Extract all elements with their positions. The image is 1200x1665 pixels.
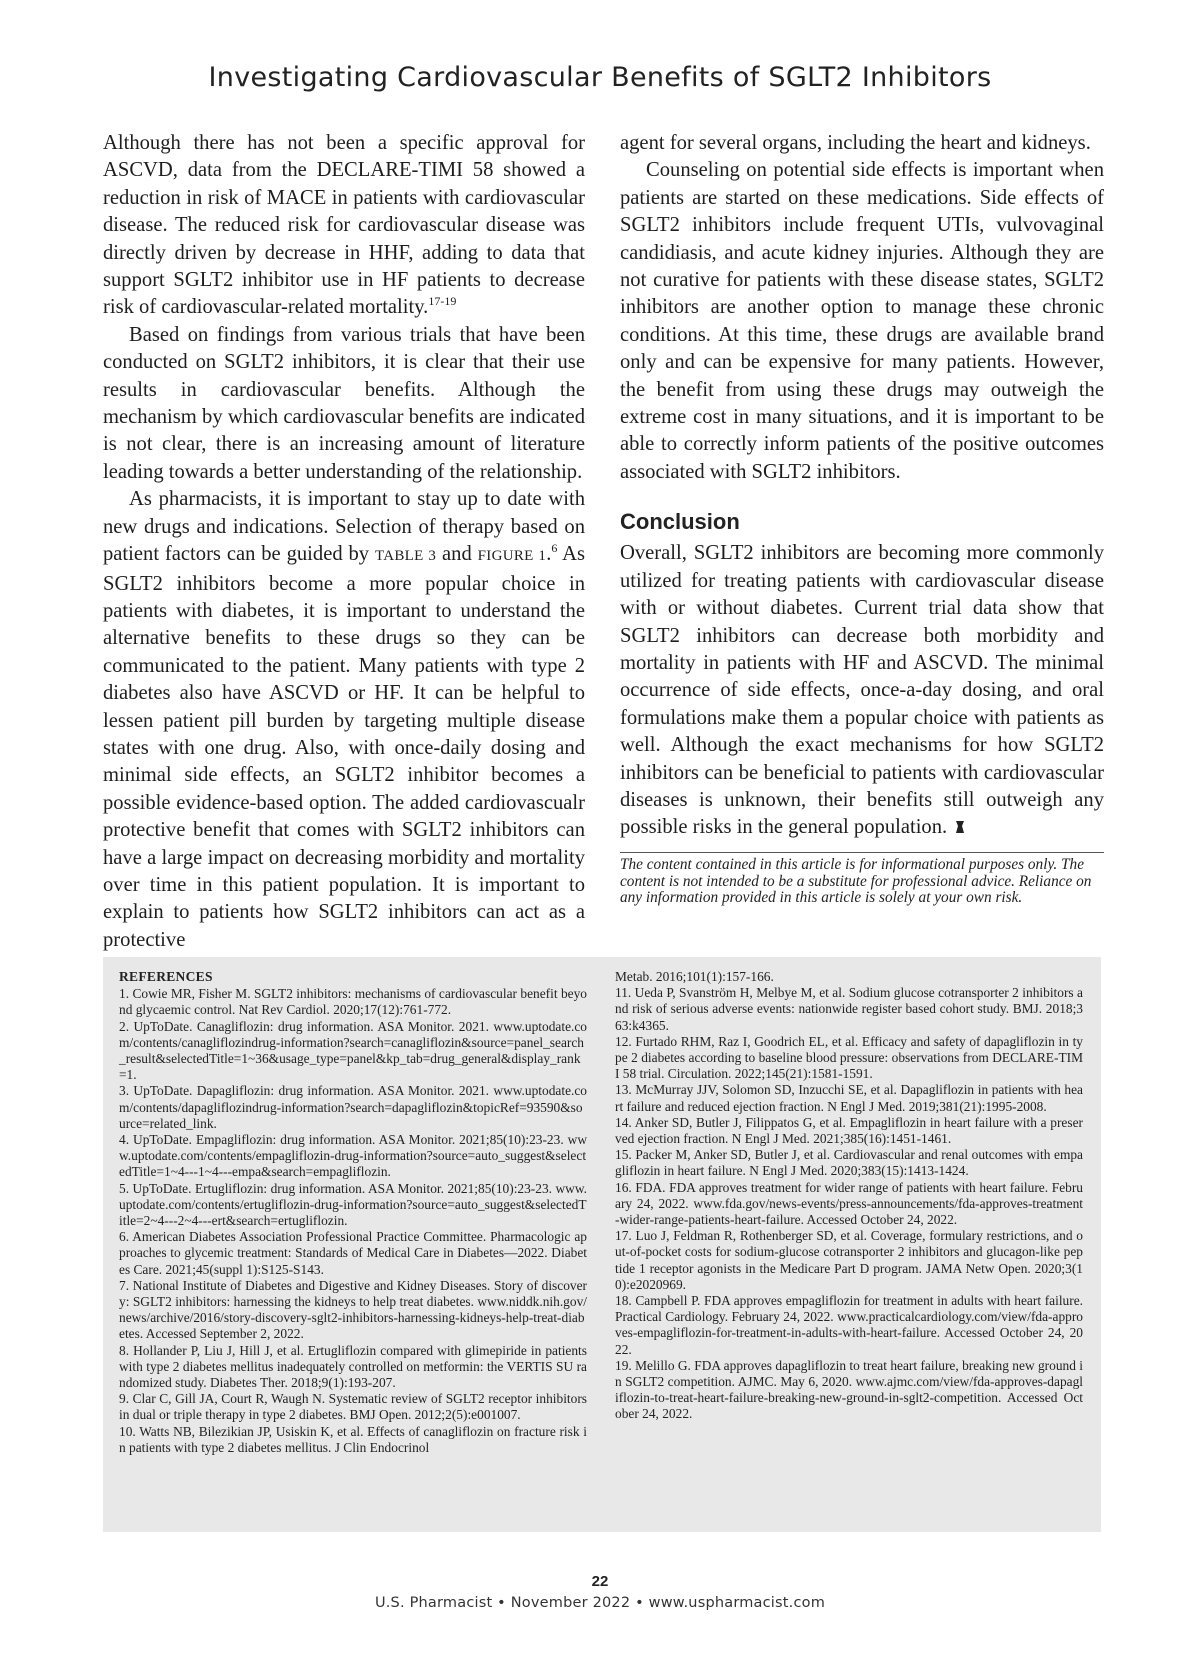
reference-item: 5. UpToDate. Ertugliflozin: drug information. ASA Monitor. 2021;85(10):23-23. www.uptodate.com/contents/ertugliflozin-drug-information?source=auto_suggest&selectedTitle=2~4---2~4---ert&search=ertugliflozin.: [119, 1180, 587, 1229]
citation-superscript: 17-19: [428, 294, 457, 309]
article-end-mark-icon: [955, 820, 965, 834]
conclusion-paragraph: Overall, SGLT2 inhibitors are becoming more commonly utilized for treating patients with cardiovascular disease with or without diabetes. Current trial data show that SGLT2 inhibitors can decrease both morbidity and mortality in patients with HF and ASCVD. The minimal occurrence of side effects, once-a-day dosing, and oral formulations make them a popular choice with patients as well. Although the exact mechanisms for how SGLT2 inhibitors can be beneficial to patients with cardiovascular diseases is unknown, their benefits still outweigh any possible risks in the general population.: [620, 542, 1104, 839]
reference-item: 8. Hollander P, Liu J, Hill J, et al. Ertugliflozin compared with glimepiride in patients with type 2 diabetes mellitus inadequately controlled on metformin: the VERTIS SU randomized study. Diabetes Ther. 2018;9(1):193-207.: [119, 1342, 587, 1391]
reference-item: 2. UpToDate. Canagliflozin: drug information. ASA Monitor. 2021. www.uptodate.com/contents/canagliflozindrug-information?search=canagliflozin&source=panel_search_result&selectedTitle=1~36&usage_type=panel&kp_tab=drug_general&display_rank=1.: [119, 1018, 587, 1083]
reference-item: 15. Packer M, Anker SD, Butler J, et al. Cardiovascular and renal outcomes with empagliflozin in heart failure. N Engl J Med. 2020;383(15):1413-1424.: [615, 1147, 1083, 1179]
reference-item: 7. National Institute of Diabetes and Digestive and Kidney Diseases. Story of discovery: SGLT2 inhibitors: harnessing the kidneys to help treat diabetes. www.niddk.nih.gov/news/archive/2016/story-discovery-sglt2-inhibitors-harnessing-kidneys-help-treat-diabetes. Accessed September 2, 2022.: [119, 1277, 587, 1342]
body-paragraph: As pharmacists, it is important to stay up to date with new drugs and indications. Selection of therapy based on patient factors can be guided by TABLE 3 and FIGURE 1.$^6$ As SGLT2 inhibitors become a more popular choice in patients with diabetes, it is important to understand the alternative benefits to these drugs so they can be communicated to the patient. Many patients with type 2 diabetes also have ASCVD or HF. It can be helpful to lessen patient pill burden by targeting multiple disease states with one drug. Also, with once-daily dosing and minimal side effects, an SGLT2 inhibitor becomes a possible evidence-based option. The added cardiovascualr protective benefit that comes with SGLT2 inhibitors can have a large impact on decreasing morbidity and mortality over time in this patient population. It is important to explain to patients how SGLT2 inhibitors can act as a protective: [103, 488, 585, 951]
body-paragraph: Based on findings from various trials that have been conducted on SGLT2 inhibitors, it is clear that their use results in cardiovascular benefits. Although the mechanism by which cardiovascular benefits are indicated is not clear, there is an increasing amount of literature leading towards a better understanding of the relationship.: [103, 323, 585, 483]
reference-item: 6. American Diabetes Association Professional Practice Committee. Pharmacologic approaches to glycemic treatment: Standards of Medical Care in Diabetes—2022. Diabetes Care. 2021;45(suppl 1):S125-S143.: [119, 1229, 587, 1277]
page-number: 22: [591, 1573, 609, 1590]
reference-item: 16. FDA. FDA approves treatment for wider range of patients with heart failure. February 24, 2022. www.fda.gov/news-events/press-announcements/fda-approves-treatment-wider-range-patients-heart-failure. Accessed October 24, 2022.: [615, 1179, 1083, 1228]
references-box: [103, 957, 1101, 1532]
figure-reference: FIGURE 1: [477, 548, 547, 565]
reference-item: 1. Cowie MR, Fisher M. SGLT2 inhibitors: mechanisms of cardiovascular benefit beyond glycaemic control. Nat Rev Cardiol. 2020;17(12):761-772.: [119, 986, 587, 1018]
reference-item: 18. Campbell P. FDA approves empagliflozin for treatment in adults with heart failure. Practical Cardiology. February 24, 2022. www.practicalcardiology.com/view/fda-approves-empagliflozin-for-treatment-in-adults-with-heart-failure. Accessed October 24, 2022.: [615, 1293, 1083, 1357]
reference-item: 17. Luo J, Feldman R, Rothenberger SD, et al. Coverage, formulary restrictions, and out-of-pocket costs for sodium-glucose cotransporter 2 inhibitors and glucagon-like peptide 1 receptor agonists in the Medicare Part D program. JAMA Netw Open. 2020;3(10):e2020969.: [615, 1228, 1083, 1292]
reference-item: 3. UpToDate. Dapagliflozin: drug information. ASA Monitor. 2021. www.uptodate.com/contents/dapagliflozindrug-information?search=dapagliflozin&topicRef=93590&source=related_link.: [119, 1083, 587, 1131]
reference-continuation: Metab. 2016;101(1):157-166.: [615, 969, 774, 984]
reference-item: 19. Melillo G. FDA approves dapagliflozin to treat heart failure, breaking new ground in SGLT2 competition. AJMC. May 6, 2020. www.ajmc.com/view/fda-approves-dapagliflozin-to-treat-heart-failure-breaking-new-ground-in-sglt2-competition. Accessed October 24, 2022.: [615, 1357, 1083, 1422]
reference-item: 14. Anker SD, Butler J, Filippatos G, et al. Empagliflozin in heart failure with a preserved ejection fraction. N Engl J Med. 2021;385(16):1451-1461.: [615, 1114, 1083, 1147]
reference-item: 11. Ueda P, Svanström H, Melbye M, et al. Sodium glucose cotransporter 2 inhibitors and risk of serious adverse events: nationwide register based cohort study. BMJ. 2018;363:k4365.: [615, 985, 1083, 1033]
body-paragraph: Although there has not been a specific approval for ASCVD, data from the DECLARE-TIMI 58 showed a reduction in risk of MACE in patients with cardiovascular disease. The reduced risk for cardiovascular disease was directly driven by decrease in HHF, adding to data that support SGLT2 inhibitor use in HF patients to decrease risk of cardiovascular-related mortality.$^{17-19}$: [103, 132, 585, 319]
body-paragraph: agent for several organs, including the heart and kidneys.: [620, 132, 1091, 154]
reference-item: 13. McMurray JJV, Solomon SD, Inzucchi SE, et al. Dapagliflozin in patients with heart failure and reduced ejection fraction. N Engl J Med. 2019;381(21):1995-2008.: [615, 1082, 1083, 1114]
references-heading: REFERENCES: [119, 969, 213, 984]
reference-item: 9. Clar C, Gill JA, Court R, Waugh N. Systematic review of SGLT2 receptor inhibitors in dual or triple therapy in type 2 diabetes. BMJ Open. 2012;2(5):e001007.: [119, 1391, 587, 1423]
right-column: [620, 130, 1104, 907]
reference-item: 10. Watts NB, Bilezikian JP, Usiskin K, et al. Effects of canagliflozin on fracture risk in patients with type 2 diabetes mellitus. J Clin Endocrinol: [119, 1423, 587, 1455]
references-right-column: [615, 969, 1083, 1423]
left-column: [103, 130, 585, 954]
table-reference: TABLE 3: [374, 548, 437, 565]
body-paragraph: Counseling on potential side effects is important when patients are started on these medications. Side effects of SGLT2 inhibitors include frequent UTIs, vulvovaginal candidiasis, and acute kidney injuries. Although they are not curative for patients with these disease states, SGLT2 inhibitors are another option to manage these chronic conditions. At this time, these drugs are available brand only and can be expensive for many patients. However, the benefit from using these drugs may outweigh the extreme cost in many situations, and it is important to be able to correctly inform patients of the positive outcomes associated with SGLT2 inhibitors.: [620, 159, 1104, 483]
running-title: Investigating Cardiovascular Benefits of SGLT2 Inhibitors: [208, 62, 992, 93]
references-left-column: [119, 969, 587, 1456]
disclaimer: The content contained in this article is for informational purposes only. The content is not intended to be a substitute for professional advice. Reliance on any information provided in this article is solely at your own risk.: [620, 852, 1104, 907]
reference-item: 4. UpToDate. Empagliflozin: drug information. ASA Monitor. 2021;85(10):23-23. www.uptodate.com/contents/empagliflozin-drug-information?source=auto_suggest&selectedTitle=1~4---1~4---empa&search=empagliflozin.: [119, 1132, 587, 1180]
reference-item: 12. Furtado RHM, Raz I, Goodrich EL, et al. Efficacy and safety of dapagliflozin in type 2 diabetes according to baseline blood pressure: observations from DECLARE-TIMI 58 trial. Circulation. 2022;145(21):1581-1591.: [615, 1033, 1083, 1082]
publication-footer: U.S. Pharmacist • November 2022 • www.uspharmacist.com: [374, 1595, 826, 1611]
citation-superscript: 6: [551, 541, 558, 556]
conclusion-heading: Conclusion: [620, 509, 740, 535]
